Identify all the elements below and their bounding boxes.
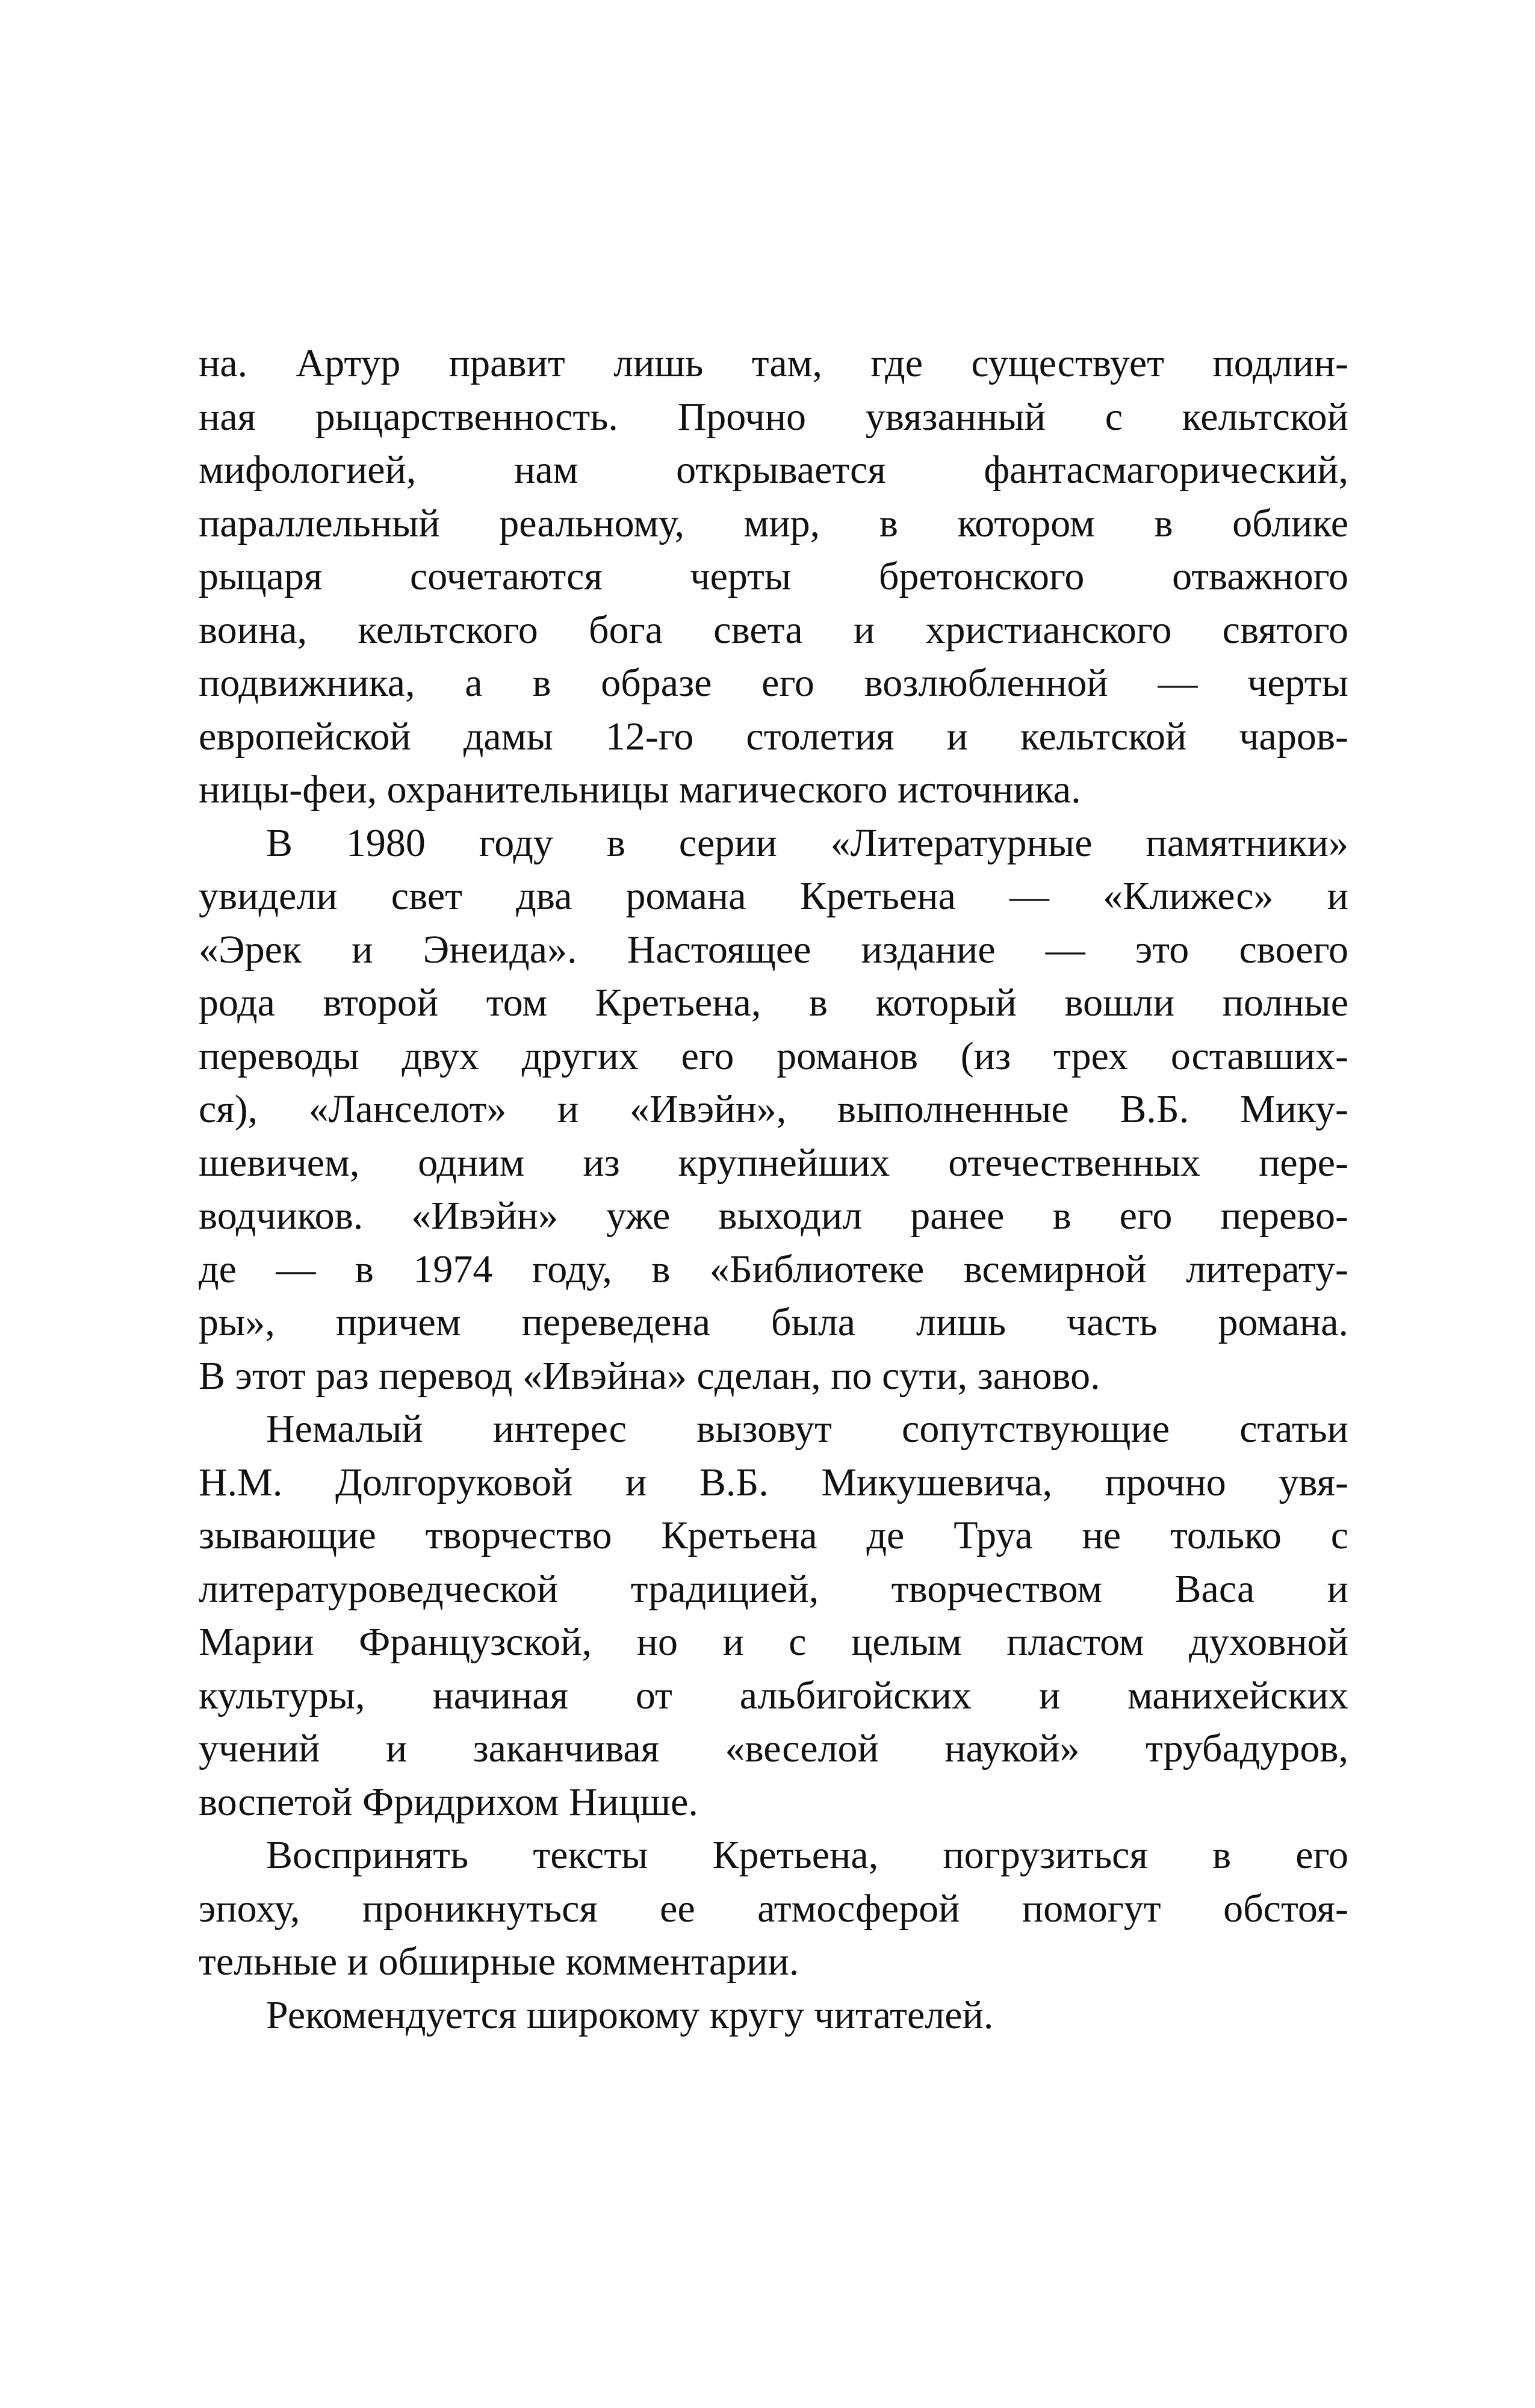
paragraph xyxy=(199,1829,1348,1989)
text-line: тельные и обширные комментарии. xyxy=(199,1940,799,1984)
text-line: эпоху, проникнуться ее атмосферой помогут обстоя- xyxy=(199,1886,1348,1931)
text-line: ся), «Ланселот» и «Ивэйн», выполненные В.Б. Мику- xyxy=(199,1087,1348,1131)
text-line: ная рыцарственность. Прочно увязанный с кельтской xyxy=(199,394,1348,439)
text-line: увидели свет два романа Кретьена — «Клижес» и xyxy=(199,874,1348,918)
text-line: рыцаря сочетаются черты бретонского отважного xyxy=(199,554,1348,598)
paragraph xyxy=(199,337,1348,817)
text-line: параллельный реальному, мир, в котором в облике xyxy=(199,501,1348,545)
paragraph xyxy=(199,1403,1348,1829)
text-line: воспетой Фридрихом Ницше. xyxy=(199,1780,698,1824)
text-line: Рекомендуется широкому кругу читателей. xyxy=(266,1993,994,2037)
text-line: В этот раз перевод «Ивэйна» сделан, по сути, заново. xyxy=(199,1353,1100,1398)
text-line: мифологией, нам открывается фантасмагорический, xyxy=(199,448,1348,492)
text-line: воина, кельтского бога света и христианского святого xyxy=(199,607,1348,652)
text-line: зывающие творчество Кретьена де Труа не только с xyxy=(199,1513,1348,1557)
text-line: В 1980 году в серии «Литературные памятники» xyxy=(266,821,1348,865)
text-line: на. Артур правит лишь там, где существует подлин- xyxy=(199,341,1348,385)
text-line: европейской дамы 12-го столетия и кельтской чаров- xyxy=(199,714,1348,759)
text-line: ры», причем переведена была лишь часть романа. xyxy=(199,1300,1348,1344)
text-line: литературоведческой традицией, творчеством Васа и xyxy=(199,1566,1348,1611)
text-line: учений и заканчивая «веселой наукой» трубадуров, xyxy=(199,1727,1348,1770)
text-line: «Эрек и Энеида». Настоящее издание — это своего xyxy=(199,927,1348,972)
text-line: Н.М. Долгоруковой и В.Б. Микушевича, прочно увя- xyxy=(199,1460,1348,1504)
page-text xyxy=(199,337,1348,2042)
text-line: Марии Французской, но и с целым пластом духовной xyxy=(199,1620,1348,1664)
paragraph xyxy=(199,1989,1348,2043)
text-line: переводы двух других его романов (из трех оставших- xyxy=(199,1034,1348,1078)
text-line: рода второй том Кретьена, в который вошли полные xyxy=(199,981,1348,1025)
text-line: культуры, начиная от альбигойских и манихейских xyxy=(199,1673,1348,1718)
text-line: Воспринять тексты Кретьена, погрузиться в его xyxy=(266,1833,1348,1877)
text-line: де — в 1974 году, в «Библиотеке всемирной литерату- xyxy=(199,1247,1348,1291)
text-line: Немалый интерес вызовут сопутствующие статьи xyxy=(266,1407,1348,1451)
text-line: шевичем, одним из крупнейших отечественных пере- xyxy=(199,1140,1348,1185)
text-line: водчиков. «Ивэйн» уже выходил ранее в его перево- xyxy=(199,1194,1348,1238)
text-line: подвижника, а в образе его возлюбленной — черты xyxy=(199,661,1348,705)
paragraph xyxy=(199,817,1348,1403)
text-line: ницы-феи, охранительницы магического источника. xyxy=(199,768,1081,811)
